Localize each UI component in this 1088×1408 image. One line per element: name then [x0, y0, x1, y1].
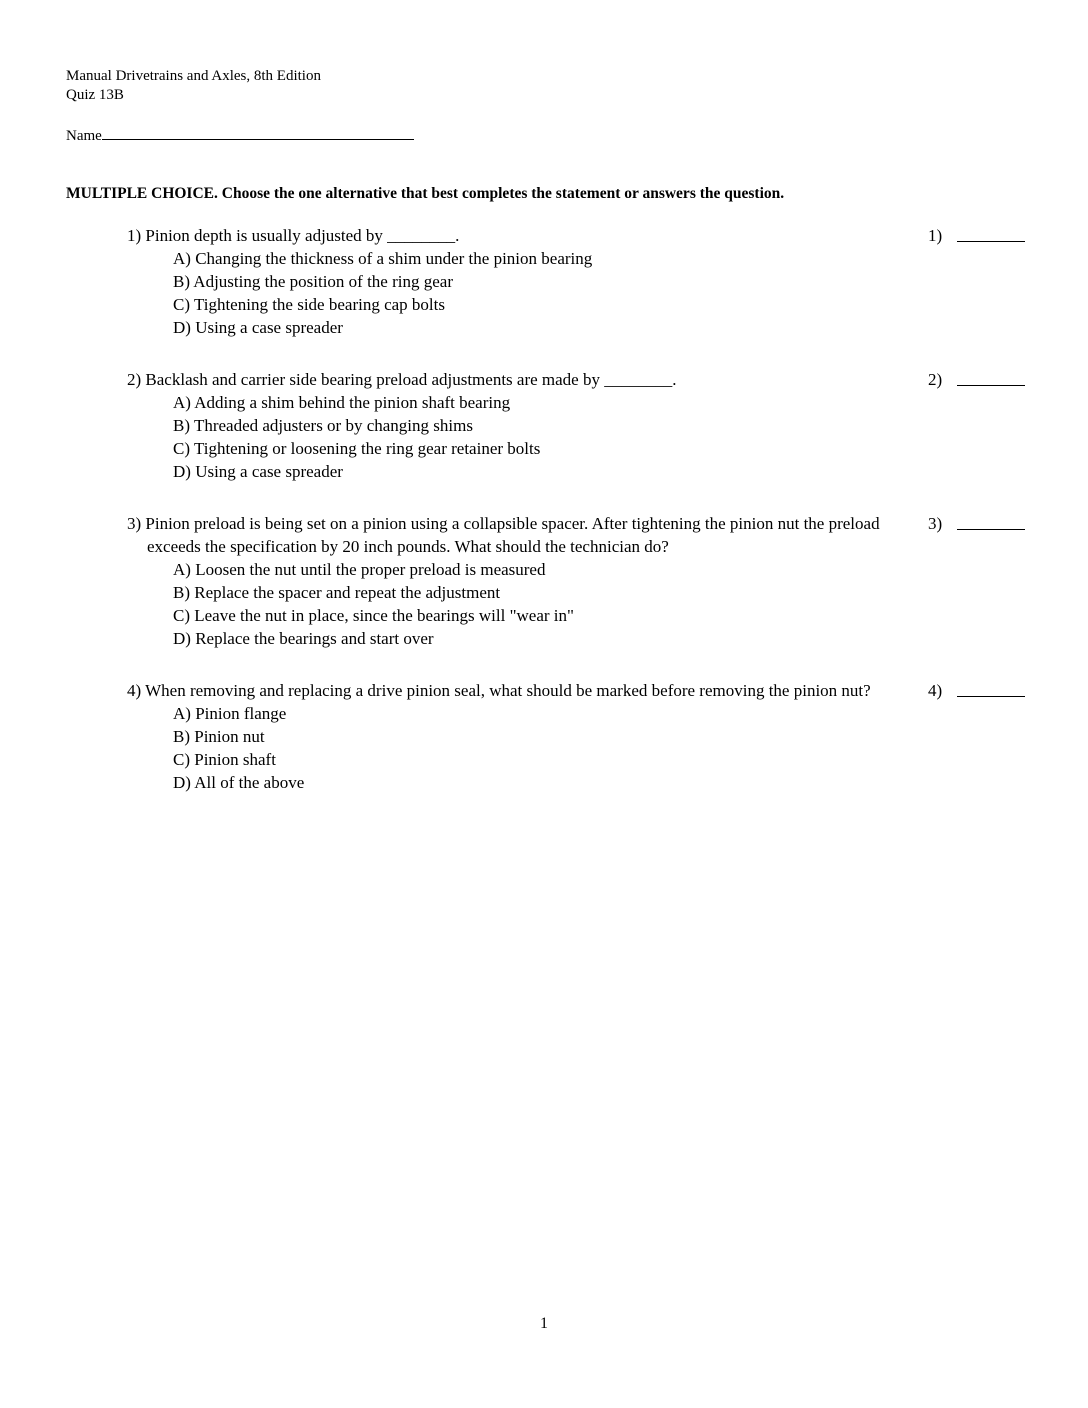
- answer-number: 4): [928, 681, 943, 700]
- question-4: [127, 679, 1087, 794]
- option-d[interactable]: D) Using a case spreader: [173, 462, 343, 481]
- option-c[interactable]: C) Tightening or loosening the ring gear retainer bolts: [173, 439, 541, 458]
- option-d[interactable]: D) All of the above: [173, 773, 305, 792]
- answer-number: 3): [928, 514, 943, 533]
- name-field[interactable]: [66, 125, 414, 145]
- question-text: 1) Pinion depth is usually adjusted by ________.: [127, 226, 460, 245]
- question-text: 2) Backlash and carrier side bearing preload adjustments are made by ________.: [127, 370, 677, 389]
- question-text: 4) When removing and replacing a drive pinion seal, what should be marked before removing the pinion nut?: [127, 681, 871, 700]
- answer-number: 1): [928, 226, 943, 245]
- option-c[interactable]: C) Tightening the side bearing cap bolts: [173, 295, 445, 314]
- option-c[interactable]: C) Leave the nut in place, since the bearings will "wear in": [173, 606, 574, 625]
- answer-blank[interactable]: [957, 696, 1025, 697]
- option-a[interactable]: A) Loosen the nut until the proper preload is measured: [173, 560, 546, 579]
- question-3: [127, 512, 1087, 650]
- page-number: 1: [540, 1315, 548, 1332]
- option-d[interactable]: D) Replace the bearings and start over: [173, 629, 434, 648]
- option-a[interactable]: A) Changing the thickness of a shim under the pinion bearing: [173, 249, 593, 268]
- name-line[interactable]: [102, 125, 414, 140]
- option-a[interactable]: A) Pinion flange: [173, 704, 287, 723]
- question-text: 3) Pinion preload is being set on a pinion using a collapsible spacer. After tightening the pinion nut the preload exceeds the specification by 20 inch pounds. What should the technician do?: [127, 514, 880, 556]
- quiz-title: Quiz 13B: [66, 87, 124, 103]
- answer-blank[interactable]: [957, 241, 1025, 242]
- name-label: Name: [66, 128, 102, 144]
- option-a[interactable]: A) Adding a shim behind the pinion shaft bearing: [173, 393, 511, 412]
- instructions: MULTIPLE CHOICE. Choose the one alternative that best completes the statement or answers the question.: [66, 185, 785, 202]
- answer-number: 2): [928, 370, 943, 389]
- option-b[interactable]: B) Pinion nut: [173, 727, 265, 746]
- course-title: Manual Drivetrains and Axles, 8th Edition: [66, 68, 321, 84]
- option-c[interactable]: C) Pinion shaft: [173, 750, 276, 769]
- option-b[interactable]: B) Adjusting the position of the ring gear: [173, 272, 453, 291]
- option-b[interactable]: B) Replace the spacer and repeat the adjustment: [173, 583, 501, 602]
- question-2: [127, 368, 1087, 483]
- answer-blank[interactable]: [957, 529, 1025, 530]
- option-b[interactable]: B) Threaded adjusters or by changing shims: [173, 416, 473, 435]
- question-1: [127, 224, 1087, 339]
- option-d[interactable]: D) Using a case spreader: [173, 318, 343, 337]
- answer-blank[interactable]: [957, 385, 1025, 386]
